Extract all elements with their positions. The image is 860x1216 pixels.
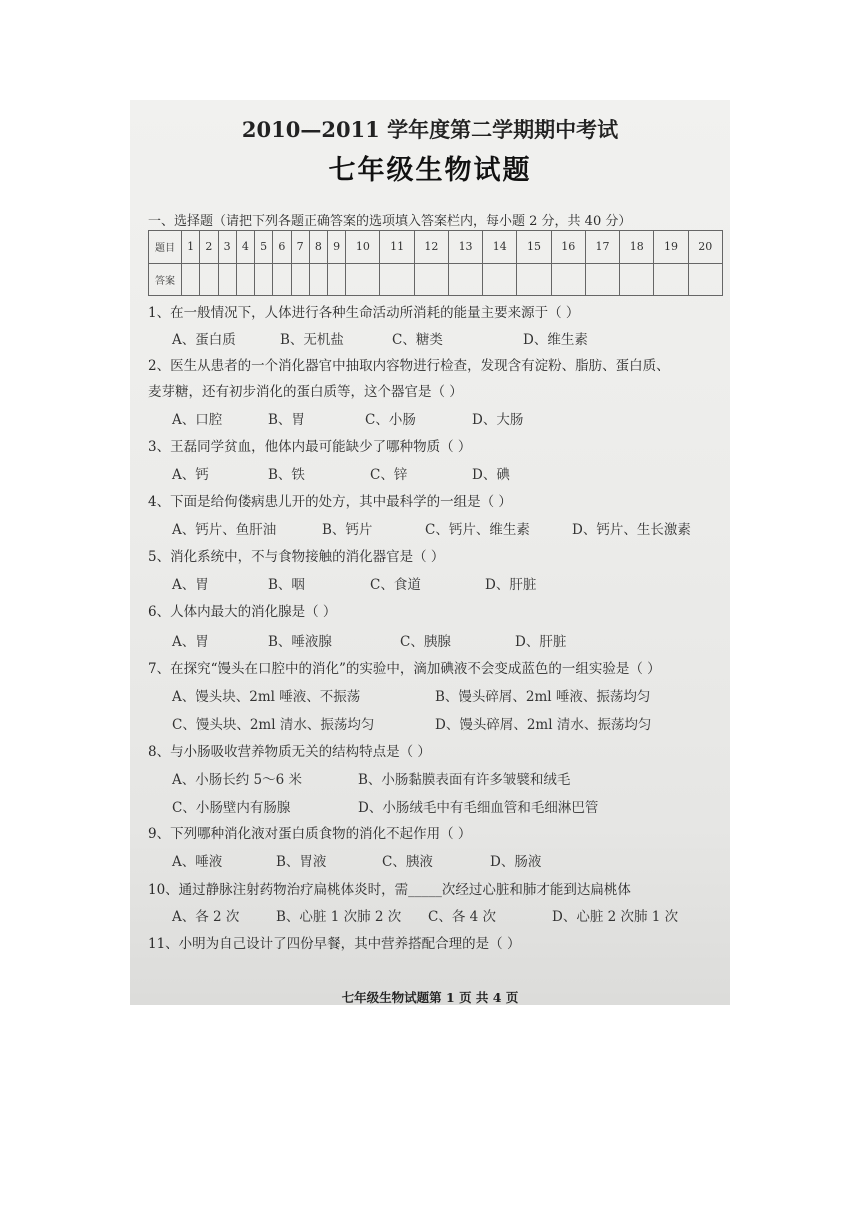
exam-page: [130, 100, 730, 1005]
answer-blank-cell: [380, 263, 414, 296]
answer-number-cell: 6: [273, 231, 291, 264]
q4-option-b: B、钙片: [322, 522, 373, 538]
section-instruction: 一、选择题（请把下列各题正确答案的选项填入答案栏内，每小题 2 分，共 40 分）: [148, 214, 632, 229]
answer-blank-cell: [654, 263, 688, 296]
answer-number-cell: 1: [182, 231, 200, 264]
page-footer: 七年级生物试题第 1 页 共 4 页: [341, 990, 519, 1005]
q2-option-a: A、口腔: [172, 412, 223, 428]
answer-table: [148, 230, 723, 296]
q7-option-d: D、馒头碎屑、2ml 清水、振荡均匀: [435, 717, 652, 733]
q9-option-d: D、肠液: [490, 854, 542, 870]
q5-option-d: D、肝脏: [485, 577, 537, 593]
answer-number-cell: 18: [620, 231, 654, 264]
q1-option-c: C、糖类: [392, 332, 443, 348]
answer-number-cell: 10: [346, 231, 380, 264]
q8-option-d: D、小肠绒毛中有毛细血管和毛细淋巴管: [358, 800, 599, 816]
question-10: 10、通过静脉注射药物治疗扁桃体炎时，需_____次经过心脏和肺才能到达扁桃体: [148, 882, 631, 898]
answer-number-cell: 8: [309, 231, 327, 264]
answer-number-cell: 13: [448, 231, 482, 264]
q10-option-d: D、心脏 2 次肺 1 次: [552, 909, 679, 925]
answer-number-cell: 14: [483, 231, 517, 264]
answer-blank-cell: [517, 263, 551, 296]
answer-number-cell: 3: [218, 231, 236, 264]
q6-option-b: B、唾液腺: [268, 634, 332, 650]
q6-option-d: D、肝脏: [515, 634, 567, 650]
q9-option-b: B、胃液: [276, 854, 327, 870]
question-2-continued: 麦芽糖，还有初步消化的蛋白质等，这个器官是（ ）: [148, 384, 463, 400]
question-4: 4、下面是给佝偻病患儿开的处方，其中最科学的一组是（ ）: [148, 494, 512, 510]
answer-number-cell: 12: [414, 231, 448, 264]
answer-number-cell: 20: [688, 231, 722, 264]
answer-blank-cell: [483, 263, 517, 296]
answer-blank-cell: [620, 263, 654, 296]
q2-option-c: C、小肠: [365, 412, 416, 428]
q3-option-c: C、锌: [370, 467, 408, 483]
answer-blank-cell: [688, 263, 722, 296]
answer-blank-cell: [551, 263, 585, 296]
q5-option-c: C、食道: [370, 577, 421, 593]
answer-blank-cell: [585, 263, 619, 296]
question-3: 3、王磊同学贫血，他体内最可能缺少了哪种物质（ ）: [148, 439, 472, 455]
answer-number-cell: 17: [585, 231, 619, 264]
q6-option-a: A、胃: [172, 634, 209, 650]
answer-number-cell: 4: [236, 231, 254, 264]
q2-option-d: D、大肠: [472, 412, 524, 428]
answer-blank-cell: [200, 263, 218, 296]
q9-option-a: A、唾液: [172, 854, 223, 870]
q7-option-b: B、馒头碎屑、2ml 唾液、振荡均匀: [435, 689, 651, 705]
q10-option-a: A、各 2 次: [172, 909, 240, 925]
q7-option-c: C、馒头块、2ml 清水、振荡均匀: [172, 717, 375, 733]
q8-option-b: B、小肠黏膜表面有许多皱襞和绒毛: [358, 772, 571, 788]
answer-blank-cell: [236, 263, 254, 296]
question-8: 8、与小肠吸收营养物质无关的结构特点是（ ）: [148, 744, 431, 760]
answer-blank-cell: [328, 263, 346, 296]
answer-number-cell: 7: [291, 231, 309, 264]
answer-number-cell: 5: [255, 231, 273, 264]
answer-blank-cell: [273, 263, 291, 296]
question-5: 5、消化系统中，不与食物接触的消化器官是（ ）: [148, 549, 445, 565]
q2-option-b: B、胃: [268, 412, 305, 428]
question-6: 6、人体内最大的消化腺是（ ）: [148, 604, 337, 620]
answer-blank-cell: [218, 263, 236, 296]
q9-option-c: C、胰液: [382, 854, 433, 870]
answer-blank-cell: [182, 263, 200, 296]
answer-table-row-label: 答案: [149, 263, 182, 296]
q10-option-b: B、心脏 1 次肺 2 次: [276, 909, 402, 925]
question-7: 7、在探究“馒头在口腔中的消化”的实验中，滴加碘液不会变成蓝色的一组实验是（ ）: [148, 661, 661, 677]
q6-option-c: C、胰腺: [400, 634, 451, 650]
answer-number-cell: 9: [328, 231, 346, 264]
question-1: 1、在一般情况下，人体进行各种生命活动所消耗的能量主要来源于（ ）: [148, 305, 580, 321]
answer-blank-cell: [291, 263, 309, 296]
answer-number-cell: 11: [380, 231, 414, 264]
q3-option-d: D、碘: [472, 467, 510, 483]
answer-blank-cell: [414, 263, 448, 296]
answer-blank-cell: [255, 263, 273, 296]
question-9: 9、下列哪种消化液对蛋白质食物的消化不起作用（ ）: [148, 826, 472, 842]
q8-option-a: A、小肠长约 5～6 米: [172, 772, 303, 788]
answer-table-number-row: [149, 231, 723, 264]
answer-number-cell: 16: [551, 231, 585, 264]
q5-option-b: B、咽: [268, 577, 305, 593]
exam-title-subject: 七年级生物试题: [328, 155, 532, 186]
q1-option-d: D、维生素: [523, 332, 588, 348]
answer-table-answer-row: [149, 263, 723, 296]
q3-option-b: B、铁: [268, 467, 305, 483]
q4-option-c: C、钙片、维生素: [425, 522, 530, 538]
question-2: 2、医生从患者的一个消化器官中抽取内容物进行检查，发现含有淀粉、脂肪、蛋白质、: [148, 358, 670, 374]
answer-number-cell: 2: [200, 231, 218, 264]
q4-option-a: A、钙片、鱼肝油: [172, 522, 277, 538]
q1-option-a: A、蛋白质: [172, 332, 236, 348]
q8-option-c: C、小肠壁内有肠腺: [172, 800, 291, 816]
q4-option-d: D、钙片、生长激素: [572, 522, 691, 538]
answer-table-row-label: 题目: [149, 231, 182, 264]
answer-blank-cell: [448, 263, 482, 296]
answer-blank-cell: [309, 263, 327, 296]
answer-number-cell: 19: [654, 231, 688, 264]
question-11: 11、小明为自己设计了四份早餐，其中营养搭配合理的是（ ）: [148, 936, 521, 952]
answer-blank-cell: [346, 263, 380, 296]
answer-number-cell: 15: [517, 231, 551, 264]
q3-option-a: A、钙: [172, 467, 209, 483]
q7-option-a: A、馒头块、2ml 唾液、不振荡: [172, 689, 361, 705]
q1-option-b: B、无机盐: [280, 332, 344, 348]
exam-title-term: 2010—2011 学年度第二学期期中考试: [241, 117, 619, 142]
q5-option-a: A、胃: [172, 577, 209, 593]
q10-option-c: C、各 4 次: [428, 909, 497, 925]
